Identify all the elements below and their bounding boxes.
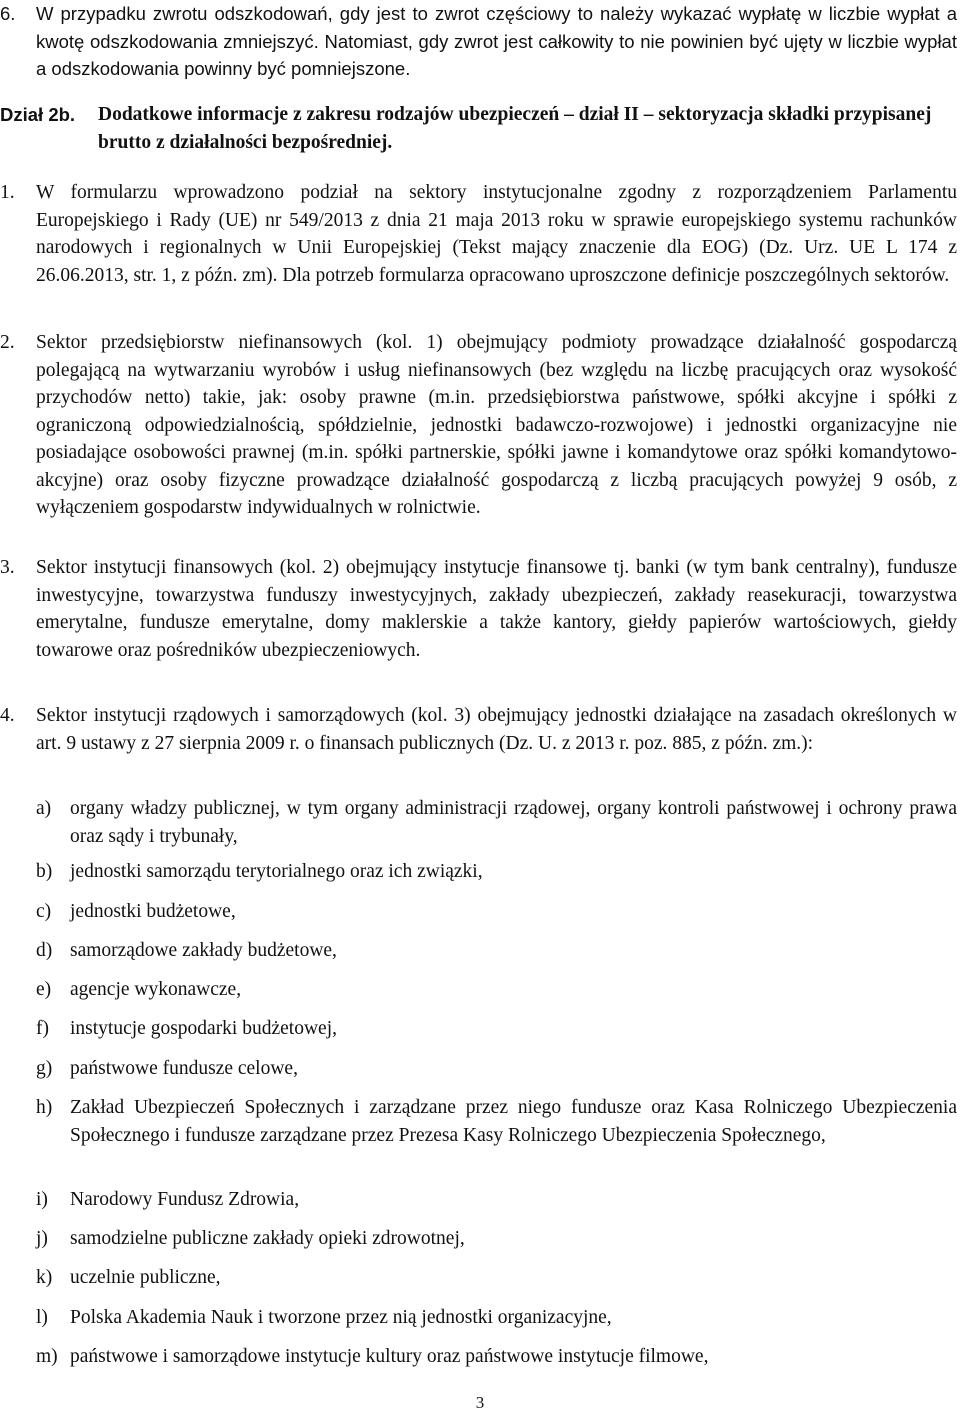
list-item-text: organy władzy publicznej, w tym organy administracji rządowej, organy kontroli państwowej i ochrony prawa oraz sądy i trybunały, [70,798,957,847]
list-item-label: f) [36,1018,49,1039]
paragraph-text: Sektor przedsiębiorstw niefinansowych (kol. 1) obejmujący podmioty prowadzące działalność gospodarczą polegającą na wytwarzaniu wyrobów i usług niefinansowych (bez względu na liczbę pracujących oraz wysokość przychodów netto) takie, jak: osoby prawne (m.in. przedsiębiorstwa państwowe, spółki akcyjne i spółki z ograniczoną odpowiedzialnością, spółdzielnie, jednostki badawczo-rozwojowe) i jednostki organizacyjne nie posiadające osobowości prawnej (m.in. spółki partnerskie, spółki jawne i komandytowe oraz spółki komandytowo-akcyjne) oraz osoby fizyczne prowadzące działalność gospodarczą z liczbą pracujących powyżej 9 osób, z wyłączeniem gospodarstw indywidualnych w rolnictwie. [36,332,957,518]
list-item-i [36,1186,957,1214]
list-item-l [36,1304,957,1332]
list-item-label: a) [36,798,52,819]
list-item-label: g) [36,1058,53,1079]
list-item-text: samorządowe zakłady budżetowe, [70,940,337,961]
list-item-f [36,1015,957,1043]
list-item-text: państwowe fundusze celowe, [70,1058,298,1079]
numbered-paragraph-4 [0,702,957,757]
paragraph-number: 4. [0,705,15,726]
numbered-paragraph-6 [0,0,957,83]
list-item-j [36,1225,957,1253]
list-item-text: państwowe i samorządowe instytucje kultury oraz państwowe instytucje filmowe, [70,1346,709,1367]
list-item-e [36,976,957,1004]
list-item-label: b) [36,861,53,882]
list-item-b [36,858,957,886]
section-heading [0,101,957,157]
list-item-label: k) [36,1267,53,1288]
list-item-label: j) [36,1228,48,1249]
numbered-paragraph-3 [0,554,957,664]
numbered-paragraph-2 [0,329,957,522]
paragraph-number: 3. [0,557,15,578]
paragraph-number: 1. [0,182,15,203]
list-item-text: Polska Akademia Nauk i tworzone przez nią jednostki organizacyjne, [70,1307,612,1328]
list-item-h [36,1094,957,1149]
list-item-text: instytucje gospodarki budżetowej, [70,1018,337,1039]
list-item-c [36,898,957,926]
section-label: Dział 2b. [0,104,76,125]
section-title: Dodatkowe informacje z zakresu rodzajów ubezpieczeń – dział II – sektoryzacja składki przypisanej brutto z działalności bezpośredniej. [98,104,932,153]
list-item-text: Narodowy Fundusz Zdrowia, [70,1189,300,1210]
page-number: 3 [475,1393,485,1412]
paragraph-number: 2. [0,332,15,353]
list-item-text: samodzielne publiczne zakłady opieki zdrowotnej, [70,1228,465,1249]
paragraph-number: 6. [0,3,16,24]
list-item-label: l) [36,1307,48,1328]
paragraph-text: Sektor instytucji finansowych (kol. 2) obejmujący instytucje finansowe tj. banki (w tym bank centralny), fundusze inwestycyjne, towarzystwa funduszy inwestycyjnych, zakłady ubezpieczeń, zakłady reasekuracji, towarzystwa emerytalne, fundusze emerytalne, domy maklerskie a także kantory, giełdy papierów wartościowych, giełdy towarowe oraz pośredników ubezpieczeniowych. [36,557,957,661]
list-item-label: e) [36,979,52,1000]
list-item-label: i) [36,1189,48,1210]
list-item-k [36,1264,957,1292]
paragraph-text: W przypadku zwrotu odszkodowań, gdy jest to zwrot częściowy to należy wykazać wypłatę w liczbie wypłat a kwotę odszkodowania zmniejszyć. Natomiast, gdy zwrot jest całkowity to nie powinien być ujęty w liczbie wypłat a odszkodowania powinny być pomniejszone. [36,3,957,79]
list-item-label: d) [36,940,53,961]
list-item-label: c) [36,901,52,922]
paragraph-text: W formularzu wprowadzono podział na sektory instytucjonalne zgodny z rozporządzeniem Parlamentu Europejskiego i Rady (UE) nr 549/2013 z dnia 21 maja 2013 roku w sprawie europejskiego systemu rachunków narodowych i regionalnych w Unii Europejskiej (Tekst mający znaczenie dla EOG) (Dz. Urz. UE L 174 z 26.06.2013, str. 1, z późn. zm). Dla potrzeb formularza opracowano uproszczone definicje poszczególnych sektorów. [36,182,957,286]
list-item-text: Zakład Ubezpieczeń Społecznych i zarządzane przez niego fundusze oraz Kasa Rolniczego Ubezpieczenia Społecznego i fundusze zarządzane przez Prezesa Kasy Rolniczego Ubezpieczenia Społecznego, [70,1097,957,1146]
list-item-a [36,795,957,850]
list-item-m [36,1343,957,1371]
paragraph-text: Sektor instytucji rządowych i samorządowych (kol. 3) obejmujący jednostki działające na zasadach określonych w art. 9 ustawy z 27 sierpnia 2009 r. o finansach publicznych (Dz. U. z 2013 r. poz. 885, z późn. zm.): [36,705,957,754]
list-item-text: uczelnie publiczne, [70,1267,221,1288]
list-item-g [36,1055,957,1083]
numbered-paragraph-1 [0,179,957,289]
list-item-text: agencje wykonawcze, [70,979,242,1000]
list-item-text: jednostki budżetowe, [70,901,236,922]
list-item-d [36,937,957,965]
list-item-text: jednostki samorządu terytorialnego oraz ich związki, [70,861,483,882]
list-item-label: m) [36,1346,58,1367]
list-item-label: h) [36,1097,53,1118]
